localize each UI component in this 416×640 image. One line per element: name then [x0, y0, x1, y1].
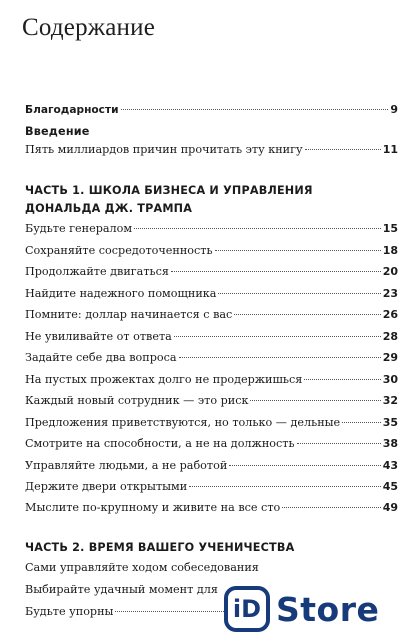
toc-page-number: 28 — [382, 330, 398, 343]
toc-entry[interactable] — [25, 558, 398, 578]
toc-entry-label: Найдите надежного помощника — [25, 287, 217, 300]
dot-leader — [234, 314, 380, 315]
toc-entry-label: Сохраняйте сосредоточенность — [25, 244, 213, 257]
toc-entry-acknowledgements[interactable] — [25, 100, 398, 120]
toc-entry[interactable] — [25, 370, 398, 390]
toc-page-number: 26 — [382, 308, 398, 321]
toc-page-number: 23 — [382, 287, 398, 300]
logo-badge — [224, 586, 270, 632]
toc-entry-label: Пять миллиардов причин прочитать эту книгу — [25, 143, 303, 156]
toc-entry-label: На пустых прожектах долго не продержишься — [25, 373, 303, 386]
toc-entry-label: Задайте себе два вопроса — [25, 351, 177, 364]
toc-entry[interactable] — [25, 305, 398, 325]
dot-leader — [134, 228, 381, 229]
toc-entry[interactable] — [25, 434, 398, 454]
toc-entry[interactable] — [25, 477, 398, 497]
part1-heading-line1: ЧАСТЬ 1. ШКОЛА БИЗНЕСА И УПРАВЛЕНИЯ — [25, 184, 313, 197]
toc-entry-label: Будьте упорны — [25, 605, 114, 618]
toc-page-number: 11 — [382, 143, 398, 156]
dot-leader — [215, 250, 381, 251]
toc-entry[interactable] — [25, 327, 398, 347]
toc-page-number: 35 — [382, 416, 398, 429]
toc-page-number: 9 — [390, 103, 398, 116]
toc-entry[interactable] — [25, 284, 398, 304]
toc-entry-introduction[interactable]: Введение — [25, 125, 90, 138]
toc-entry[interactable] — [25, 348, 398, 368]
dot-leader — [282, 507, 380, 508]
toc-entry-label: Мыслите по-крупному и живите на все сто — [25, 501, 281, 514]
dot-leader — [174, 336, 381, 337]
dot-leader — [229, 465, 380, 466]
toc-page-number: 30 — [382, 373, 398, 386]
toc-entry[interactable] — [25, 498, 398, 518]
dot-leader — [121, 109, 389, 110]
toc-entry-label: Каждый новый сотрудник — это риск — [25, 394, 249, 407]
dot-leader — [189, 486, 380, 487]
part1-heading-line2: ДОНАЛЬДА ДЖ. ТРАМПА — [25, 202, 193, 215]
dot-leader — [297, 443, 381, 444]
toc-entry-introduction-sub[interactable] — [25, 140, 398, 160]
toc-page-number: 38 — [382, 437, 398, 450]
idstore-watermark-logo — [224, 578, 416, 640]
logo-wordmark: Store — [276, 589, 380, 629]
toc-entry-label: Не увиливайте от ответа — [25, 330, 172, 343]
toc-entry-label: Выбирайте удачный момент для — [25, 583, 218, 596]
toc-page-number: 43 — [382, 459, 398, 472]
toc-entry-label: Благодарности — [25, 104, 119, 116]
dot-leader — [304, 379, 380, 380]
toc-page-number: 20 — [382, 265, 398, 278]
dot-leader — [179, 357, 381, 358]
toc-entry[interactable] — [25, 262, 398, 282]
dot-leader — [305, 149, 381, 150]
toc-entry-label: Управляйте людьми, а не работой — [25, 459, 228, 472]
toc-entry[interactable] — [25, 456, 398, 476]
toc-page-number: 18 — [382, 244, 398, 257]
toc-entry-label: Предложения приветствуются, но только — дельные — [25, 416, 341, 429]
toc-page-number: 45 — [382, 480, 398, 493]
toc-entry[interactable] — [25, 391, 398, 411]
toc-page-number: 32 — [382, 394, 398, 407]
dot-leader — [250, 400, 380, 401]
dot-leader — [342, 422, 381, 423]
toc-entry-label: Смотрите на способности, а не на должность — [25, 437, 295, 450]
dot-leader — [171, 271, 381, 272]
toc-entry[interactable] — [25, 413, 398, 433]
logo-badge-text: iD — [232, 595, 262, 623]
toc-entry-label: Держите двери открытыми — [25, 480, 188, 493]
toc-entry[interactable] — [25, 241, 398, 261]
toc-entry-label: Помните: доллар начинается с вас — [25, 308, 233, 321]
toc-page-number: 29 — [382, 351, 398, 364]
toc-page-number: 15 — [382, 222, 398, 235]
dot-leader — [218, 293, 380, 294]
toc-entry-label: Сами управляйте ходом собеседования — [25, 561, 259, 574]
toc-entry-label: Будьте генералом — [25, 222, 133, 235]
toc-page-number: 49 — [382, 501, 398, 514]
toc-entry[interactable] — [25, 219, 398, 239]
toc-entry-label: Продолжайте двигаться — [25, 265, 169, 278]
page-title: Содержание — [22, 14, 155, 41]
part2-heading: ЧАСТЬ 2. ВРЕМЯ ВАШЕГО УЧЕНИЧЕСТВА — [25, 541, 295, 554]
